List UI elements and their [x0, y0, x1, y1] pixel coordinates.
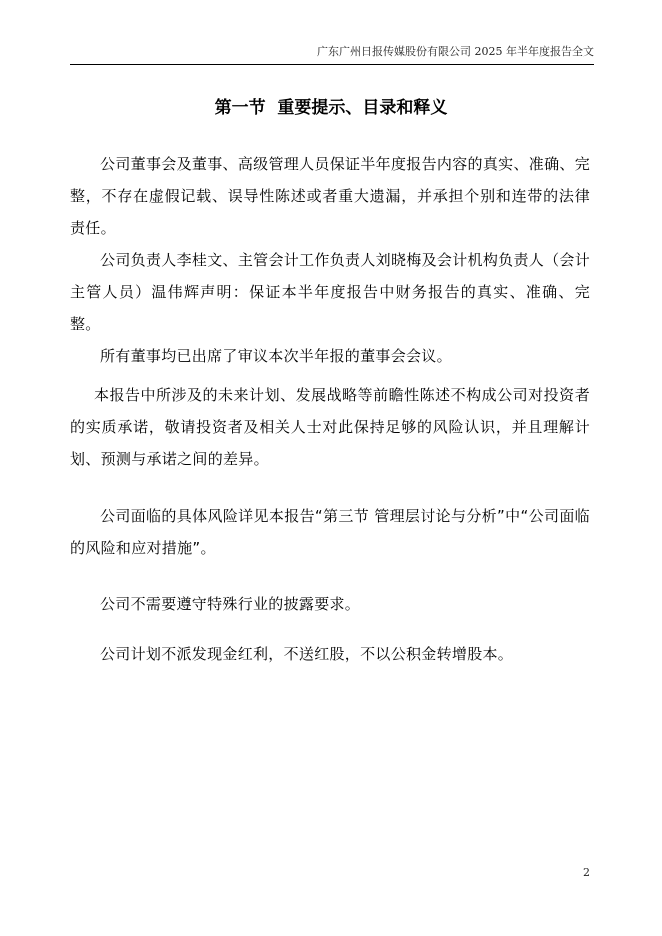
- paragraph-industry-disclosure: 公司不需要遵守特殊行业的披露要求。: [100, 595, 361, 613]
- page-header: [70, 44, 594, 65]
- paragraph-directors-attendance: 所有董事均已出席了审议本次半年报的董事会会议。: [100, 347, 452, 365]
- paragraph-forward-looking: 本报告中所涉及的未来计划、发展战略等前瞻性陈述不构成公司对投资者的实质承诺，敬请投资者及相关人士对此保持足够的风险认识，并且理解计划、预测与承诺之间的差异。: [70, 386, 590, 468]
- section-title: 第一节 重要提示、目录和释义: [214, 98, 448, 118]
- page-number: 2: [583, 866, 590, 879]
- header-text: 广东广州日报传媒股份有限公司 2025 年半年度报告全文: [317, 45, 594, 58]
- paragraph-risk-reference: 公司面临的具体风险详见本报告“第三节 管理层讨论与分析”中“公司面临的风险和应对措施”。: [70, 507, 590, 557]
- paragraph-dividend-plan: 公司计划不派发现金红利，不送红股，不以公积金转增股本。: [100, 645, 514, 663]
- paragraph-responsible-persons: 公司负责人李桂文、主管会计工作负责人刘晓梅及会计机构负责人（会计主管人员）温伟辉声明：保证本半年度报告中财务报告的真实、准确、完整。: [70, 251, 590, 333]
- paragraph-board-guarantee: 公司董事会及董事、高级管理人员保证半年度报告内容的真实、准确、完整，不存在虚假记载、误导性陈述或者重大遗漏，并承担个别和连带的法律责任。: [70, 155, 590, 237]
